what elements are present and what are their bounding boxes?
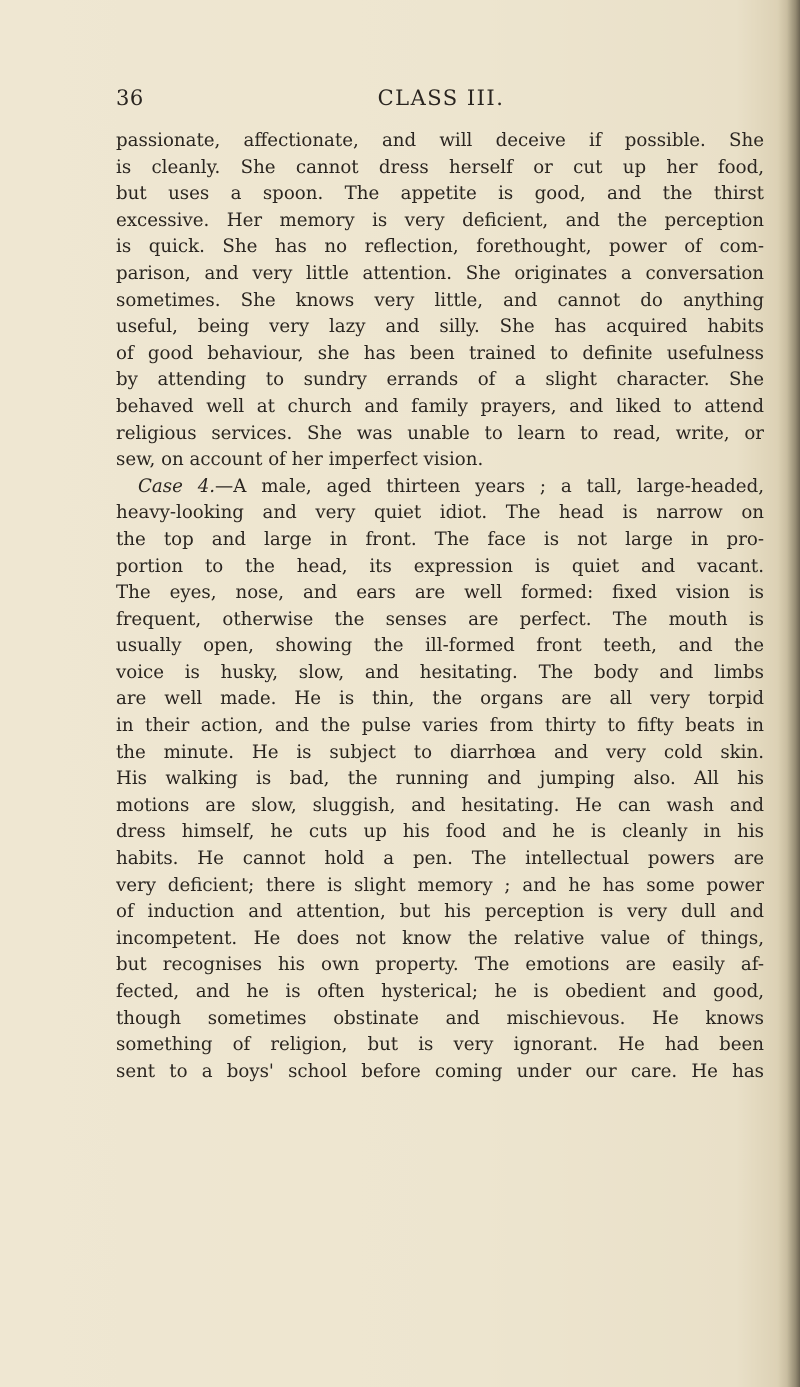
text-line: religious services. She was unable to learn to read, write, or — [116, 422, 764, 444]
text-line: parison, and very little attention. She originates a conversation — [116, 262, 764, 284]
text-line: the minute. He is subject to diarrhœa and very cold skin. — [116, 741, 764, 763]
text-line: behaved well at church and family prayers, and liked to attend — [116, 395, 764, 417]
text-line: is cleanly. She cannot dress herself or cut up her food, — [116, 156, 764, 178]
case-label: Case 4. — [138, 475, 216, 497]
text-line: in their action, and the pulse varies from thirty to fifty beats in — [116, 715, 764, 737]
text-line: sent to a boys' school before coming under our care. He has — [116, 1060, 764, 1082]
text-line: though sometimes obstinate and mischievous. He knows — [116, 1007, 764, 1029]
text-line: incompetent. He does not know the relative value of things, — [116, 927, 764, 949]
text-line: the top and large in front. The face is not large in pro- — [116, 528, 764, 550]
text-line: very deficient; there is slight memory ; and he has some power — [116, 874, 764, 896]
body-text — [116, 128, 764, 1085]
text-line: is quick. She has no reflection, forethought, power of com- — [116, 236, 764, 258]
text-line: usually open, showing the ill-formed front teeth, and the — [116, 635, 764, 657]
text-line: heavy-looking and very quiet idiot. The head is narrow on — [116, 502, 764, 524]
text-line: of good behaviour, she has been trained to definite usefulness — [116, 342, 764, 364]
text-line: of induction and attention, but his perception is very dull and — [116, 901, 764, 923]
page-number: 36 — [116, 86, 144, 110]
case-heading-line — [116, 474, 764, 501]
running-head: CLASS III. — [377, 86, 505, 110]
text-line: by attending to sundry errands of a slight character. She — [116, 369, 764, 391]
text-line: His walking is bad, the running and jumping also. All his — [116, 768, 764, 790]
text-line: habits. He cannot hold a pen. The intellectual powers are — [116, 848, 764, 870]
text-line: but uses a spoon. The appetite is good, and the thirst — [116, 183, 764, 205]
page-gutter-shadow — [778, 0, 800, 1387]
text-line: passionate, affectionate, and will deceive if possible. She — [116, 130, 764, 151]
page-header — [116, 86, 766, 120]
case-heading-text: —A male, aged thirteen years ; a tall, large-headed, — [215, 475, 764, 497]
text-line: sometimes. She knows very little, and cannot do anything — [116, 289, 764, 311]
text-line: but recognises his own property. The emotions are easily af- — [116, 954, 764, 976]
text-line: excessive. Her memory is very deficient, and the perception — [116, 209, 764, 231]
text-line: are well made. He is thin, the organs are all very torpid — [116, 688, 764, 710]
text-line: something of religion, but is very ignorant. He had been — [116, 1034, 764, 1056]
text-line: The eyes, nose, and ears are well formed: fixed vision is — [116, 582, 764, 604]
text-line: sew, on account of her imperfect vision. — [116, 449, 484, 471]
text-line: fected, and he is often hysterical; he is obedient and good, — [116, 981, 764, 1002]
text-line: frequent, otherwise the senses are perfect. The mouth is — [116, 608, 764, 630]
text-line: useful, being very lazy and silly. She has acquired habits — [116, 316, 764, 338]
text-line: motions are slow, sluggish, and hesitating. He can wash and — [116, 794, 764, 816]
text-line: voice is husky, slow, and hesitating. The body and limbs — [116, 661, 764, 683]
text-line: dress himself, he cuts up his food and he is cleanly in his — [116, 821, 764, 843]
text-line: portion to the head, its expression is quiet and vacant. — [116, 555, 764, 577]
